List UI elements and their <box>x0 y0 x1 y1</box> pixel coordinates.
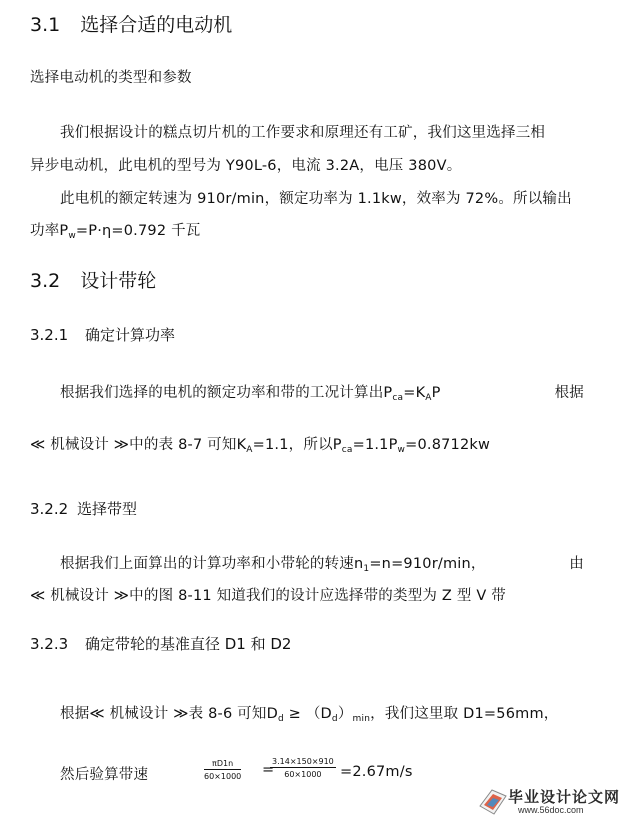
fraction-denominator: 60×1000 <box>204 772 242 781</box>
paragraph-line <box>60 381 584 403</box>
text-run: 根据我们上面算出的计算功率和小带轮的转速n <box>60 556 364 572</box>
subscript: d <box>277 714 284 724</box>
section-number: 3.1 <box>30 14 61 36</box>
logo-title: 毕业设计论文网 <box>508 788 621 806</box>
fraction-denominator: 60×1000 <box>284 770 322 779</box>
paragraph-line <box>60 702 558 724</box>
text-run: 根据≪ 机械设计 ≫表 8-6 可知D <box>60 706 278 722</box>
book-logo-icon <box>478 786 508 816</box>
text-run: 根据 <box>554 385 584 401</box>
formula-fraction <box>204 759 241 781</box>
subscript: A <box>246 445 253 455</box>
section-title: 确定计算功率 <box>84 326 175 344</box>
subscript: w <box>68 231 76 241</box>
section-title: 选择合适的电动机 <box>80 14 233 36</box>
text-run: 由 <box>569 556 584 572</box>
paragraph-line <box>30 433 490 455</box>
text-run: =1.1P <box>352 437 398 453</box>
paragraph-line: 此电机的额定转速为 910r/min，额定功率为 1.1kw，效率为 72%。所以输出 <box>60 191 572 207</box>
section-heading-3-2 <box>30 266 156 293</box>
section-number: 3.2 <box>30 270 61 292</box>
section-number: 3.2.1 <box>30 326 69 344</box>
paragraph-line: 我们根据设计的糕点切片机的工作要求和原理还有工矿，我们这里选择三相 <box>60 125 546 141</box>
text-run: =P·η=0.792 千瓦 <box>75 223 201 239</box>
formula-result: =2.67m/s <box>340 764 413 780</box>
subscript: w <box>397 445 406 455</box>
subscript: min <box>352 714 371 724</box>
text-run: =n=910r/min， <box>369 556 486 572</box>
paragraph-line <box>60 552 584 574</box>
section-heading-3-1 <box>30 10 232 37</box>
logo-url: www.56doc.com <box>518 805 584 815</box>
text-run: =1.1，所以P <box>252 437 342 453</box>
watermark-logo <box>478 784 634 818</box>
text-run: ≥ （D <box>283 706 332 722</box>
paragraph-label: 然后验算带速 <box>60 767 149 783</box>
section-title: 选择带型 <box>76 500 137 518</box>
paragraph-line: ≪ 机械设计 ≫中的图 8-11 知道我们的设计应选择带的类型为 Z 型 V 带 <box>30 588 506 604</box>
subsection-heading-3-2-1 <box>30 324 175 345</box>
text-run: =0.8712kw <box>405 437 491 453</box>
section-title: 确定带轮的基准直径 D1 和 D2 <box>84 635 292 653</box>
subscript: ca <box>392 393 404 403</box>
text-run: ，我们这里取 D1=56mm， <box>370 706 559 722</box>
text-run: ≪ 机械设计 ≫中的表 8-7 可知K <box>30 437 247 453</box>
paragraph-line <box>30 219 200 241</box>
subscript: ca <box>341 445 353 455</box>
text-run: =K <box>403 385 426 401</box>
subheading: 选择电动机的类型和参数 <box>30 70 192 86</box>
section-number: 3.2.3 <box>30 635 69 653</box>
text-run: P <box>431 385 441 401</box>
subsection-heading-3-2-3 <box>30 633 291 654</box>
fraction-numerator: πD1n <box>204 759 241 770</box>
subsection-heading-3-2-2 <box>30 498 137 519</box>
paragraph-line: 异步电动机，此电机的型号为 Y90L-6，电流 3.2A，电压 380V。 <box>30 158 462 174</box>
text-run: 根据我们选择的电机的额定功率和带的工况计算出P <box>60 385 393 401</box>
text-run: ） <box>337 706 353 722</box>
subscript: A <box>425 393 432 403</box>
fraction-numerator: 3.14×150×910 <box>272 757 334 766</box>
subscript: 1 <box>363 564 370 574</box>
section-number: 3.2.2 <box>30 500 69 518</box>
equals-sign: = <box>262 762 275 778</box>
section-title: 设计带轮 <box>80 270 157 292</box>
formula-fraction <box>270 757 336 779</box>
text-run: 功率P <box>30 223 69 239</box>
subscript: d <box>331 714 338 724</box>
